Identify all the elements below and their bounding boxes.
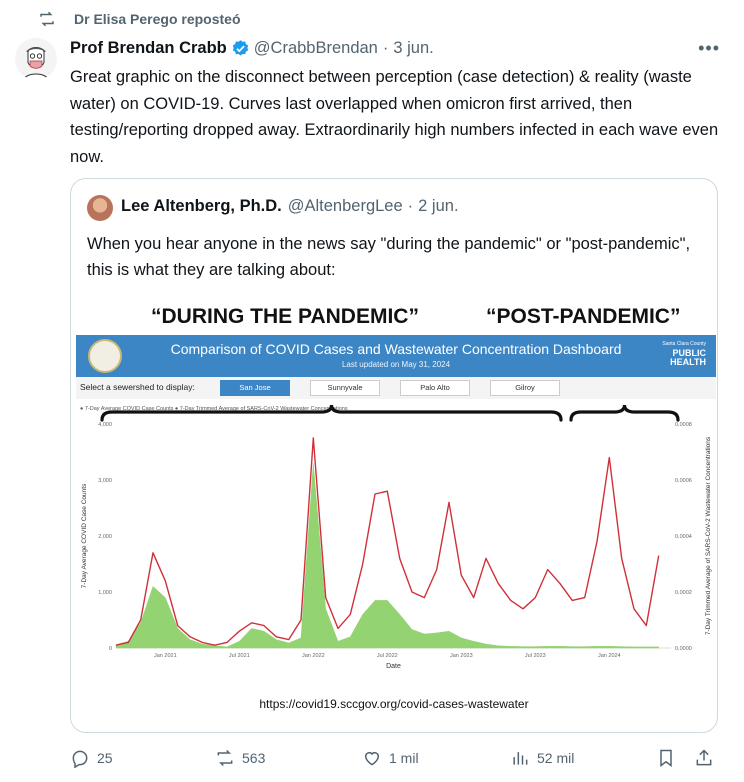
x-tick-label: Jan 2021 (154, 653, 177, 659)
repost-icon (38, 10, 56, 28)
y-tick-label-left: 1,000 (98, 590, 112, 596)
quoted-author-handle[interactable]: @AltenbergLee (287, 197, 403, 215)
legend-text: ● 7-Day Average COVID Case Counts ● 7-Day Trimmed Average of SARS-CoV-2 Wastewater Concentrations (80, 406, 348, 412)
x-tick-label: Jan 2022 (302, 653, 325, 659)
image-slogans (71, 301, 717, 335)
repost-count: 563 (242, 750, 266, 766)
logo-health-text: HEALTH (670, 357, 706, 367)
image-source-url: https://covid19.sccgov.org/covid-cases-wastewater (259, 697, 529, 711)
heart-icon (362, 748, 382, 768)
tweet-header (70, 36, 724, 60)
bar-chart-icon (510, 748, 530, 768)
tweet-actions (70, 748, 720, 774)
author-name[interactable]: Prof Brendan Crabb (70, 38, 227, 57)
bookmark-button[interactable] (656, 748, 683, 768)
y-axis-label-left: 7-Day Average COVID Case Counts (81, 483, 88, 589)
quoted-tweet-text: When you hear anyone in the news say "during the pandemic" or "post-pandemic", this is what they are talking about: (87, 235, 691, 279)
verified-badge-icon[interactable] (231, 39, 250, 58)
x-tick-label: Jan 2024 (598, 653, 621, 659)
repost-icon (215, 748, 235, 768)
y-tick-label-right: 0.0008 (675, 422, 692, 428)
public-health-logo (662, 340, 706, 367)
dashboard-banner (76, 335, 716, 377)
tweet-date[interactable]: 3 jun. (393, 38, 434, 57)
quoted-tweet-date[interactable]: 2 jun. (418, 197, 459, 215)
sewershed-selector-label: Select a sewershed to display: (80, 382, 195, 392)
author-handle[interactable]: @CrabbBrendan (253, 38, 378, 57)
view-count: 52 mil (537, 750, 575, 766)
x-tick-label: Jul 2023 (524, 653, 546, 659)
more-options-icon[interactable]: ••• (698, 38, 720, 58)
reply-count: 25 (97, 750, 113, 766)
separator-dot: · (407, 197, 414, 215)
repost-indicator[interactable] (38, 10, 241, 28)
brace-post-pandemic (571, 405, 678, 420)
share-button[interactable] (694, 748, 721, 768)
reply-icon (70, 748, 90, 768)
y-tick-label-right: 0.0002 (675, 590, 692, 596)
sewershed-button-palo-alto: Palo Alto (400, 380, 470, 396)
tweet-text: Great graphic on the disconnect between perception (case detection) & reality (waste water) on COVID-19. Curves last overlapped when omicron first arrived, then testing/reporting dropped away. Extraordinarily high numbers infected in each wave even now. (70, 68, 719, 166)
logo-county-text: Santa Clara County (662, 341, 706, 347)
y-tick-label-left: 3,000 (98, 478, 112, 484)
x-tick-label: Jan 2023 (450, 653, 473, 659)
y-tick-label-right: 0.0006 (675, 478, 692, 484)
sewershed-button-sunnyvale: Sunnyvale (310, 380, 380, 396)
y-tick-label-right: 0.0004 (675, 534, 692, 540)
repost-text: Dr Elisa Perego reposteó (74, 11, 241, 27)
x-tick-label: Jul 2022 (376, 653, 398, 659)
quoted-tweet[interactable] (70, 178, 718, 733)
author-avatar-drawing (15, 38, 57, 80)
x-tick-label: Jul 2021 (228, 653, 250, 659)
like-count: 1 mil (389, 750, 419, 766)
logo-public-text: PUBLIC (672, 348, 706, 358)
y-tick-label-left: 2,000 (98, 534, 112, 540)
separator-dot: · (382, 38, 389, 57)
bookmark-icon (656, 748, 676, 768)
y-tick-label-left: 0 (108, 646, 112, 652)
like-button[interactable] (362, 748, 419, 768)
quoted-author-name[interactable]: Lee Altenberg, Ph.D. (121, 197, 282, 215)
dashboard-subtitle: Last updated on May 31, 2024 (341, 360, 451, 369)
quoted-author-avatar[interactable] (87, 195, 113, 221)
author-avatar[interactable] (15, 38, 57, 80)
repost-button[interactable] (215, 748, 265, 768)
share-icon (694, 748, 714, 768)
views-button[interactable] (510, 748, 574, 768)
slogan-post-pandemic: “POST-PANDEMIC” (486, 305, 681, 328)
sewershed-button-san-jose: San Jose (220, 380, 290, 396)
y-tick-label-left: 4,000 (98, 422, 112, 428)
slogan-during-pandemic: “DURING THE PANDEMIC” (151, 305, 419, 328)
sewershed-button-gilroy: Gilroy (490, 380, 560, 396)
dashboard-title: Comparison of COVID Cases and Wastewater Concentration Dashboard (170, 341, 622, 357)
quoted-tweet-header (121, 197, 459, 216)
x-axis-label: Date (386, 663, 401, 670)
reply-button[interactable] (70, 748, 113, 768)
y-axis-label-right: 7-Day Trimmed Average of SARS-CoV-2 Wastewater Concentrations (705, 436, 712, 636)
y-tick-label-right: 0.0000 (675, 646, 692, 652)
sewershed-selector (76, 377, 716, 399)
covid-wastewater-chart (76, 400, 716, 694)
